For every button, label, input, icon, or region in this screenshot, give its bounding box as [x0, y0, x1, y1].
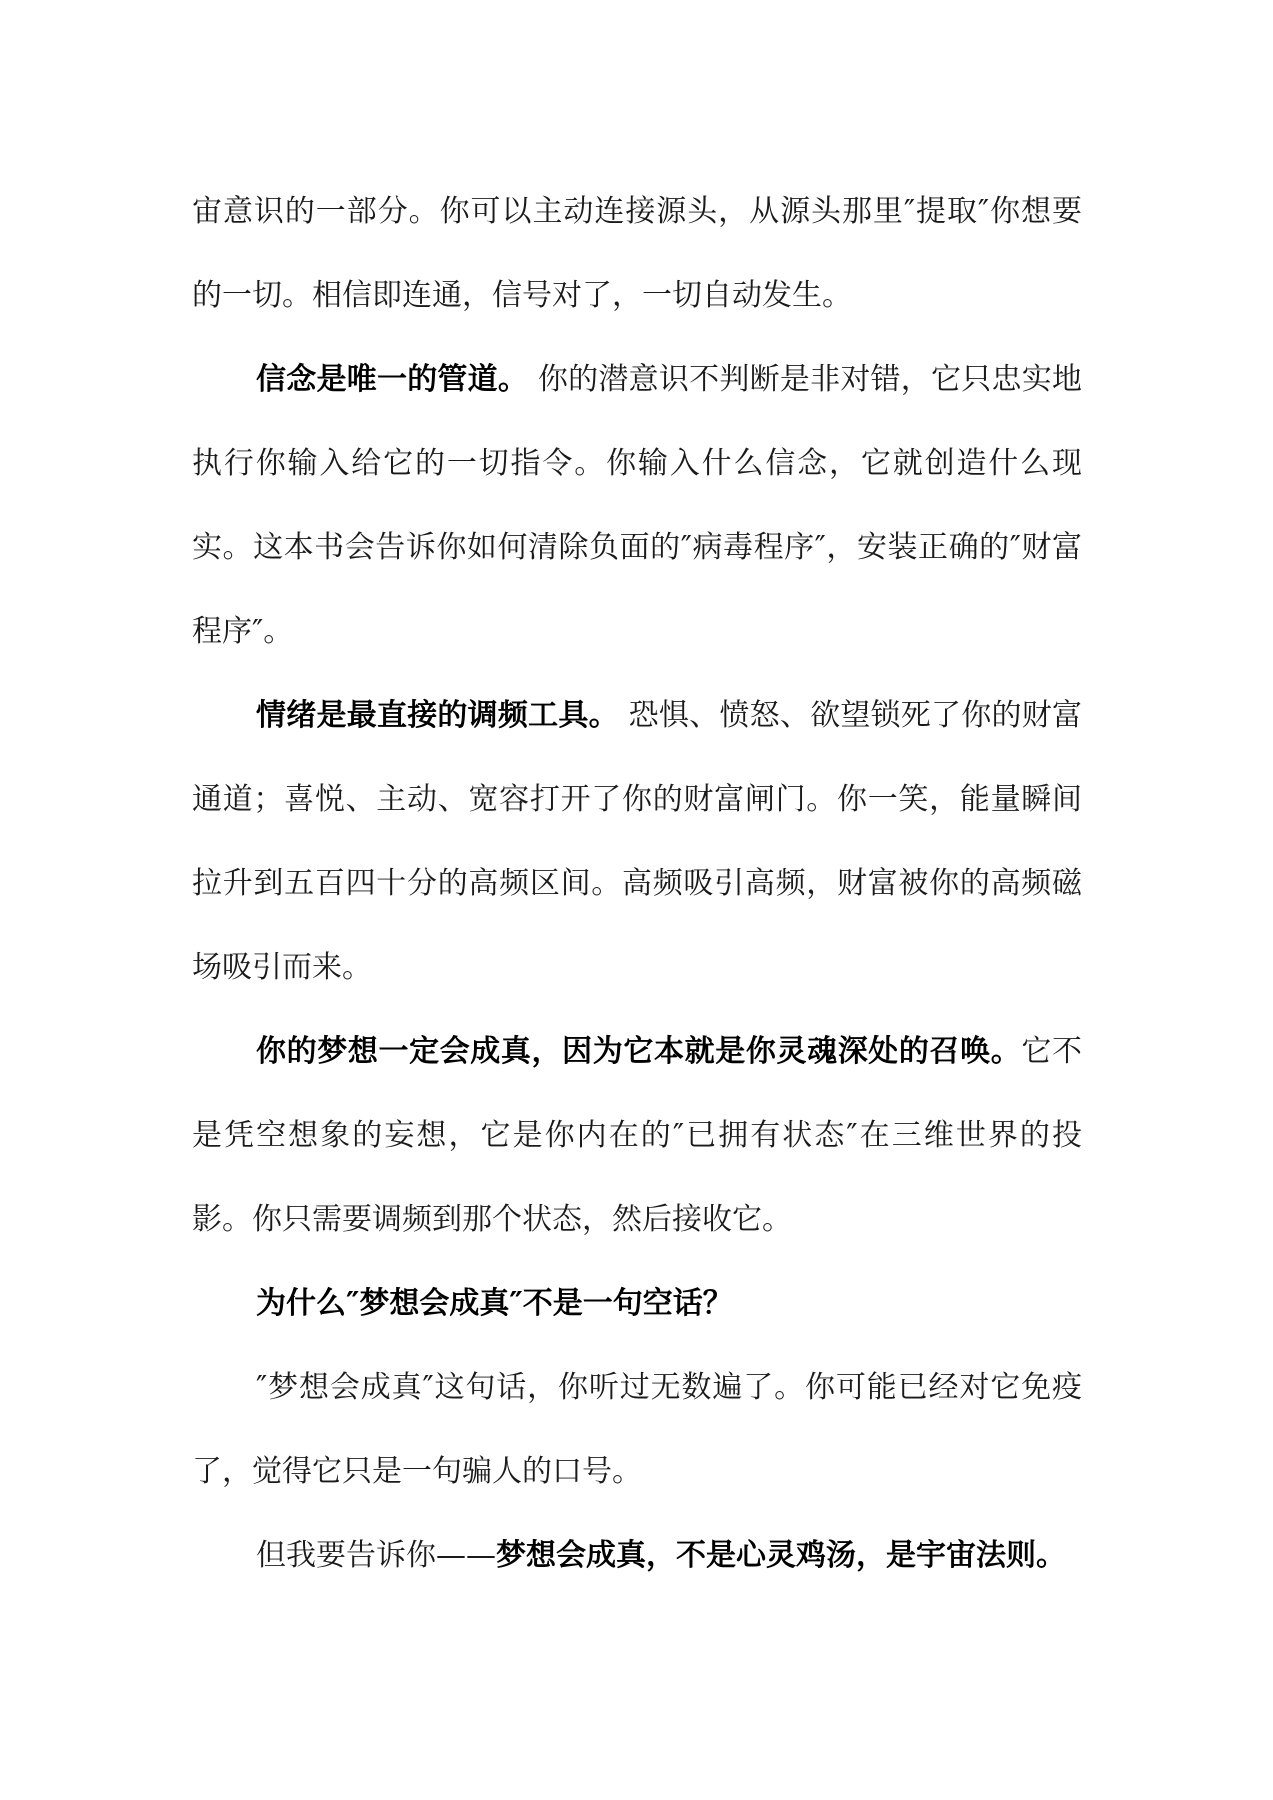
paragraph-7-emphasis: 梦想会成真，不是心灵鸡汤，是宇宙法则。 — [496, 1538, 1066, 1573]
paragraph-2 — [192, 338, 1082, 674]
paragraph-4-text: 它不是凭空想象的妄想，它是你内在的″已拥有状态″在三维世界的投影。你只需要调频到那个状态，然后接收它。 — [192, 1034, 1083, 1237]
paragraph-1 — [192, 170, 1082, 338]
paragraph-7-text: 但我要告诉你—— — [256, 1538, 496, 1573]
section-heading — [192, 1262, 1082, 1346]
paragraph-2-text: 你的潜意识不判断是非对错，它只忠实地执行你输入给它的一切指令。你输入什么信念，它就创造什么现实。这本书会告诉你如何清除负面的″病毒程序″，安装正确的″财富程序″。 — [192, 362, 1082, 649]
paragraph-4-heading: 你的梦想一定会成真，因为它本就是你灵魂深处的召唤。 — [256, 1034, 1022, 1069]
paragraph-4 — [192, 1010, 1082, 1262]
paragraph-7 — [192, 1514, 1082, 1598]
paragraph-3-heading: 情绪是最直接的调频工具。 — [256, 698, 619, 733]
document-body — [192, 170, 1082, 1598]
paragraph-2-heading: 信念是唯一的管道。 — [256, 362, 529, 397]
paragraph-3 — [192, 674, 1082, 1010]
paragraph-1-text: 宙意识的一部分。你可以主动连接源头，从源头那里″提取″你想要的一切。相信即连通，信号对了，一切自动发生。 — [192, 194, 1082, 313]
paragraph-6-text: ″梦想会成真″这句话，你听过无数遍了。你可能已经对它免疫了，觉得它只是一句骗人的口号。 — [192, 1370, 1082, 1489]
section-heading-text: 为什么″梦想会成真″不是一句空话？ — [256, 1286, 733, 1321]
paragraph-3-text: 恐惧、愤怒、欲望锁死了你的财富通道；喜悦、主动、宽容打开了你的财富闸门。你一笑，能量瞬间拉升到五百四十分的高频区间。高频吸引高频，财富被你的高频磁场吸引而来。 — [192, 698, 1082, 985]
paragraph-6 — [192, 1346, 1082, 1514]
